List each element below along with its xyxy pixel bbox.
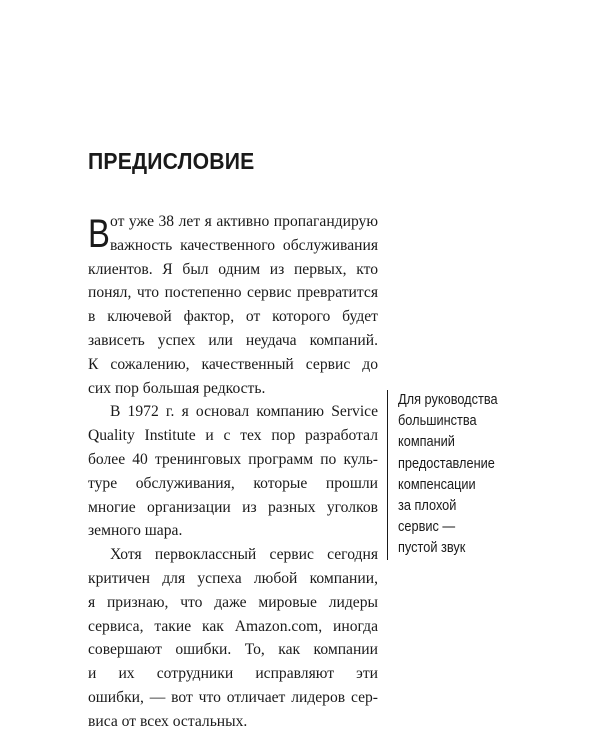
- body-line: В 1972 г. я основал компанию Service: [110, 403, 378, 421]
- body-line: виса от всех остальных.: [88, 712, 248, 730]
- body-line: в ключевой фактор, от которого будет: [88, 308, 378, 326]
- side-note-line: предоставление: [398, 455, 495, 472]
- body-line: клиентов. Я был одним из первых, кто: [88, 260, 378, 278]
- body-line: совершают ошибки. То, как компании: [88, 641, 378, 659]
- side-note-line: большинства: [398, 413, 477, 430]
- page-title: ПРЕДИСЛОВИЕ: [88, 148, 255, 174]
- body-line: понял, что постепенно сервис превратится: [88, 284, 378, 302]
- side-note-line: Для руководства: [398, 392, 498, 408]
- body-line: важность качественного обслуживания: [110, 236, 378, 254]
- side-note-line: компаний: [398, 434, 455, 451]
- side-note-line: сервис —: [398, 519, 456, 536]
- body-line: сервиса, такие как Amazon.com, иногда: [88, 617, 378, 635]
- drop-cap: В: [88, 212, 110, 256]
- side-note: [387, 390, 548, 560]
- body-line: туре обслуживания, которые прошли: [88, 474, 378, 492]
- body-line: ошибки, — вот что отличает лидеров сер-: [88, 688, 378, 706]
- side-note-line: компенсации: [398, 476, 476, 493]
- body-line: земного шара.: [88, 522, 183, 540]
- body-line: сих пор большая редкость.: [88, 379, 266, 397]
- body-line: более 40 тренинговых программ по куль-: [88, 450, 378, 468]
- body-line: многие организации из разных уголков: [88, 498, 378, 516]
- side-note-line: пустой звук: [398, 540, 466, 557]
- body-line: критичен для успеха любой компании,: [88, 569, 378, 587]
- body-line: К сожалению, качественный сервис до: [88, 355, 378, 373]
- body-line: Quality Institute и с тех пор разработал: [88, 427, 378, 445]
- side-note-line: за плохой: [398, 498, 457, 515]
- body-line: я признаю, что даже мировые лидеры: [88, 593, 378, 611]
- body-line: и их сотрудники исправляют эти: [88, 665, 378, 683]
- body-line: зависеть успех или неудача компаний.: [88, 331, 378, 349]
- body-line: Хотя первоклассный сервис сегодня: [110, 546, 378, 564]
- body-line: от уже 38 лет я активно пропагандирую: [110, 213, 378, 230]
- body-text: [88, 210, 378, 734]
